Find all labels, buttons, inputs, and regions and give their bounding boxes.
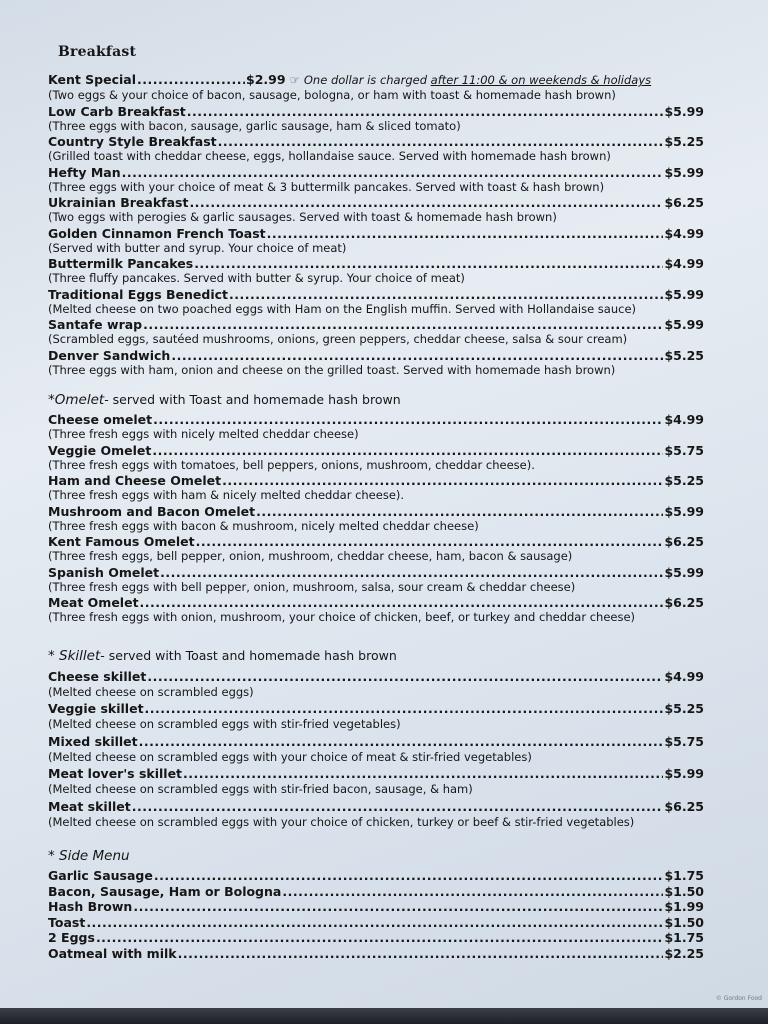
item-name: Veggie skillet [48, 701, 144, 716]
item-price: $1.50 [664, 883, 704, 899]
leader-dots [218, 134, 664, 149]
item-price: $4.99 [664, 668, 704, 684]
item-description: (Three fresh eggs with bacon & mushroom, nicely melted cheddar cheese) [48, 518, 479, 533]
skillet-subtitle: - served with Toast and homemade hash brown [100, 647, 397, 663]
leader-dots [178, 946, 664, 962]
menu-item [48, 317, 704, 348]
menu-item [48, 504, 704, 535]
omelet-list [48, 412, 704, 626]
item-price: $4.99 [664, 412, 704, 427]
menu-item [48, 930, 704, 946]
leader-dots [196, 534, 664, 549]
item-name: Spanish Omelet [48, 564, 160, 580]
item-price: $5.25 [664, 701, 704, 716]
leader-dots [189, 195, 663, 210]
menu-item [48, 946, 704, 962]
leader-dots [154, 868, 664, 884]
item-name: Meat lover's skillet [48, 766, 183, 781]
note-text: One dollar is charged [303, 73, 431, 87]
kent-special-note [290, 73, 652, 88]
leader-dots [282, 884, 663, 900]
item-description: (Two eggs & your choice of bacon, sausage, bologna, or ham with toast & homemade hash brown) [48, 88, 616, 102]
leader-dots [160, 565, 663, 580]
leader-dots [122, 165, 664, 180]
item-description: (Three fresh eggs with ham & nicely melted cheddar cheese). [48, 488, 405, 502]
item-name: Meat skillet [48, 798, 131, 814]
item-name: Traditional Eggs Benedict [48, 286, 229, 302]
item-name: Denver Sandwich [48, 347, 171, 363]
leader-dots [132, 798, 664, 815]
item-description: (Melted cheese on two poached eggs with Ham on the English muffin. Served with Hollandaise sauce) [48, 301, 637, 316]
item-name: 2 Eggs [48, 930, 95, 945]
menu-item [48, 884, 704, 900]
item-description: (Served with butter and syrup. Your choice of meat) [48, 240, 347, 255]
leader-dots [267, 226, 664, 241]
item-description: (Melted cheese on scrambled eggs with your choice of meat & stir-fried vegetables) [48, 749, 532, 764]
item-price: $6.25 [664, 798, 704, 814]
leader-dots [133, 899, 663, 915]
item-price: $5.99 [664, 286, 704, 302]
item-price: $1.75 [664, 868, 704, 883]
omelet-subtitle: - served with Toast and homemade hash brown [104, 392, 401, 407]
item-name: Buttermilk Pancakes [48, 256, 194, 271]
item-description: (Three eggs with ham, onion and cheese on the grilled toast. Served with homemade hash brown) [48, 362, 616, 377]
menu-item [48, 256, 704, 287]
leader-dots [152, 443, 663, 458]
leader-dots [147, 668, 663, 685]
item-description: (Scrambled eggs, sautéed mushrooms, onions, green peppers, cheddar cheese, salsa & sour cream) [48, 332, 628, 346]
item-price: $1.50 [664, 914, 704, 930]
item-description: (Melted cheese on scrambled eggs) [48, 684, 254, 699]
item-price: $5.75 [664, 442, 704, 458]
menu-item [48, 899, 704, 915]
item-description: (Grilled toast with cheddar cheese, eggs, hollandaise sauce. Served with homemade hash brown) [48, 149, 611, 163]
item-description: (Three fresh eggs with onion, mushroom, your choice of chicken, beef, or turkey and cheddar cheese) [48, 610, 636, 624]
item-price: $1.99 [664, 899, 704, 914]
item-price: $5.25 [664, 473, 704, 488]
leader-dots [153, 412, 663, 427]
menu-item [48, 668, 704, 701]
item-name: Veggie Omelet [48, 442, 152, 458]
menu-item [48, 134, 704, 165]
item-price: $5.99 [664, 564, 704, 580]
item-name: Bacon, Sausage, Ham or Bologna [48, 883, 282, 899]
item-name: Cheese omelet [48, 412, 153, 427]
breakfast-list [48, 104, 704, 379]
menu-item [48, 915, 704, 931]
item-name: Toast [48, 914, 86, 930]
menu-item [48, 733, 704, 766]
item-price: $5.25 [664, 347, 704, 363]
menu-item [48, 348, 704, 379]
leader-dots [137, 72, 245, 87]
item-name: Low Carb Breakfast [48, 103, 186, 119]
item-description: (Three fresh eggs with nicely melted cheddar cheese) [48, 427, 359, 441]
omelet-label: *Omelet [48, 392, 105, 408]
menu-item [48, 287, 704, 318]
item-name: Kent Famous Omelet [48, 534, 195, 549]
item-description: (Melted cheese on scrambled eggs with stir-fried vegetables) [48, 717, 401, 731]
menu-item [48, 165, 704, 196]
menu-item [48, 443, 704, 474]
menu-item-kent-special [48, 72, 704, 104]
menu-item [48, 104, 704, 135]
note-underlined: after 11:00 & on weekends & holidays [430, 73, 652, 87]
item-name: Meat Omelet [48, 595, 139, 610]
item-price: $2.25 [664, 945, 704, 961]
menu-item [48, 534, 704, 565]
menu-item [48, 412, 704, 443]
item-price: $1.75 [664, 930, 704, 945]
item-name: Santafe wrap [48, 317, 143, 332]
leader-dots [96, 930, 664, 946]
item-name: Garlic Sausage [48, 868, 153, 883]
menu-item [48, 565, 704, 596]
leader-dots [140, 595, 664, 610]
menu-page [48, 44, 704, 961]
item-price: $5.99 [664, 317, 704, 332]
leader-dots [143, 317, 663, 332]
leader-dots [256, 504, 663, 519]
item-name: Hash Brown [48, 899, 133, 914]
item-price: $4.99 [664, 225, 704, 241]
item-price: $4.99 [664, 256, 704, 271]
item-name: Mixed skillet [48, 733, 138, 749]
item-name: Mushroom and Bacon Omelet [48, 503, 256, 519]
item-description: (Melted cheese on scrambled eggs with stir-fried bacon, sausage, & ham) [48, 782, 473, 796]
side-label: * Side Menu [48, 848, 130, 864]
item-description: (Three fluffy pancakes. Served with butter & syrup. Your choice of meat) [48, 271, 465, 285]
item-name: Oatmeal with milk [48, 945, 177, 961]
menu-item [48, 595, 704, 626]
menu-item [48, 700, 704, 733]
credit-text: © Gordon Food [715, 995, 762, 1002]
menu-item [48, 798, 704, 831]
leader-dots [187, 104, 664, 119]
menu-item [48, 765, 704, 798]
leader-dots [183, 765, 663, 782]
leader-dots [145, 700, 664, 717]
menu-item [48, 473, 704, 504]
item-name: Hefty Man [48, 164, 121, 180]
leader-dots [171, 348, 663, 363]
item-name: Ukrainian Breakfast [48, 195, 189, 210]
pointing-hand-icon: ☞ [289, 73, 300, 87]
skillet-header [48, 648, 704, 664]
item-name: Golden Cinnamon French Toast [48, 225, 266, 241]
menu-item [48, 226, 704, 257]
item-price: $6.25 [664, 534, 704, 549]
page-bottom-edge [0, 1008, 768, 1024]
item-name: Ham and Cheese Omelet [48, 473, 222, 488]
leader-dots [139, 733, 664, 750]
leader-dots [222, 473, 663, 488]
item-price: $5.25 [664, 134, 704, 149]
item-price: $5.99 [664, 164, 704, 180]
leader-dots [229, 287, 663, 302]
menu-item [48, 868, 704, 884]
item-description: (Three fresh eggs, bell pepper, onion, mushroom, cheddar cheese, ham, bacon & sausage) [48, 549, 573, 563]
omelet-header [48, 392, 704, 408]
item-description: (Three eggs with bacon, sausage, garlic sausage, ham & sliced tomato) [48, 118, 461, 133]
item-name: Kent Special [48, 72, 137, 87]
item-price: $5.75 [664, 733, 704, 749]
item-price: $6.25 [664, 595, 704, 610]
item-description: (Three fresh eggs with bell pepper, onion, mushroom, salsa, sour cream & cheddar cheese) [48, 579, 576, 594]
leader-dots [86, 915, 663, 931]
skillet-list [48, 668, 704, 831]
side-header [48, 848, 704, 864]
item-description: (Melted cheese on scrambled eggs with your choice of chicken, turkey or beef & stir-fried vegetables) [48, 814, 635, 829]
side-list [48, 868, 704, 961]
item-price: $5.99 [664, 503, 704, 519]
skillet-label: * Skillet [48, 647, 101, 664]
item-price: $5.99 [664, 766, 704, 781]
item-price: $2.99 [246, 72, 286, 87]
menu-item [48, 195, 704, 226]
item-price: $5.99 [664, 103, 704, 119]
item-description: (Two eggs with perogies & garlic sausages. Served with toast & homemade hash brown) [48, 210, 557, 224]
item-description: (Three fresh eggs with tomatoes, bell peppers, onions, mushroom, cheddar cheese). [48, 457, 535, 472]
item-name: Cheese skillet [48, 668, 147, 684]
breakfast-title: Breakfast [58, 44, 137, 60]
item-description: (Three eggs with your choice of meat & 3 buttermilk pancakes. Served with toast & hash brown) [48, 179, 605, 194]
leader-dots [194, 256, 663, 271]
item-name: Country Style Breakfast [48, 134, 217, 149]
item-price: $6.25 [664, 195, 704, 210]
